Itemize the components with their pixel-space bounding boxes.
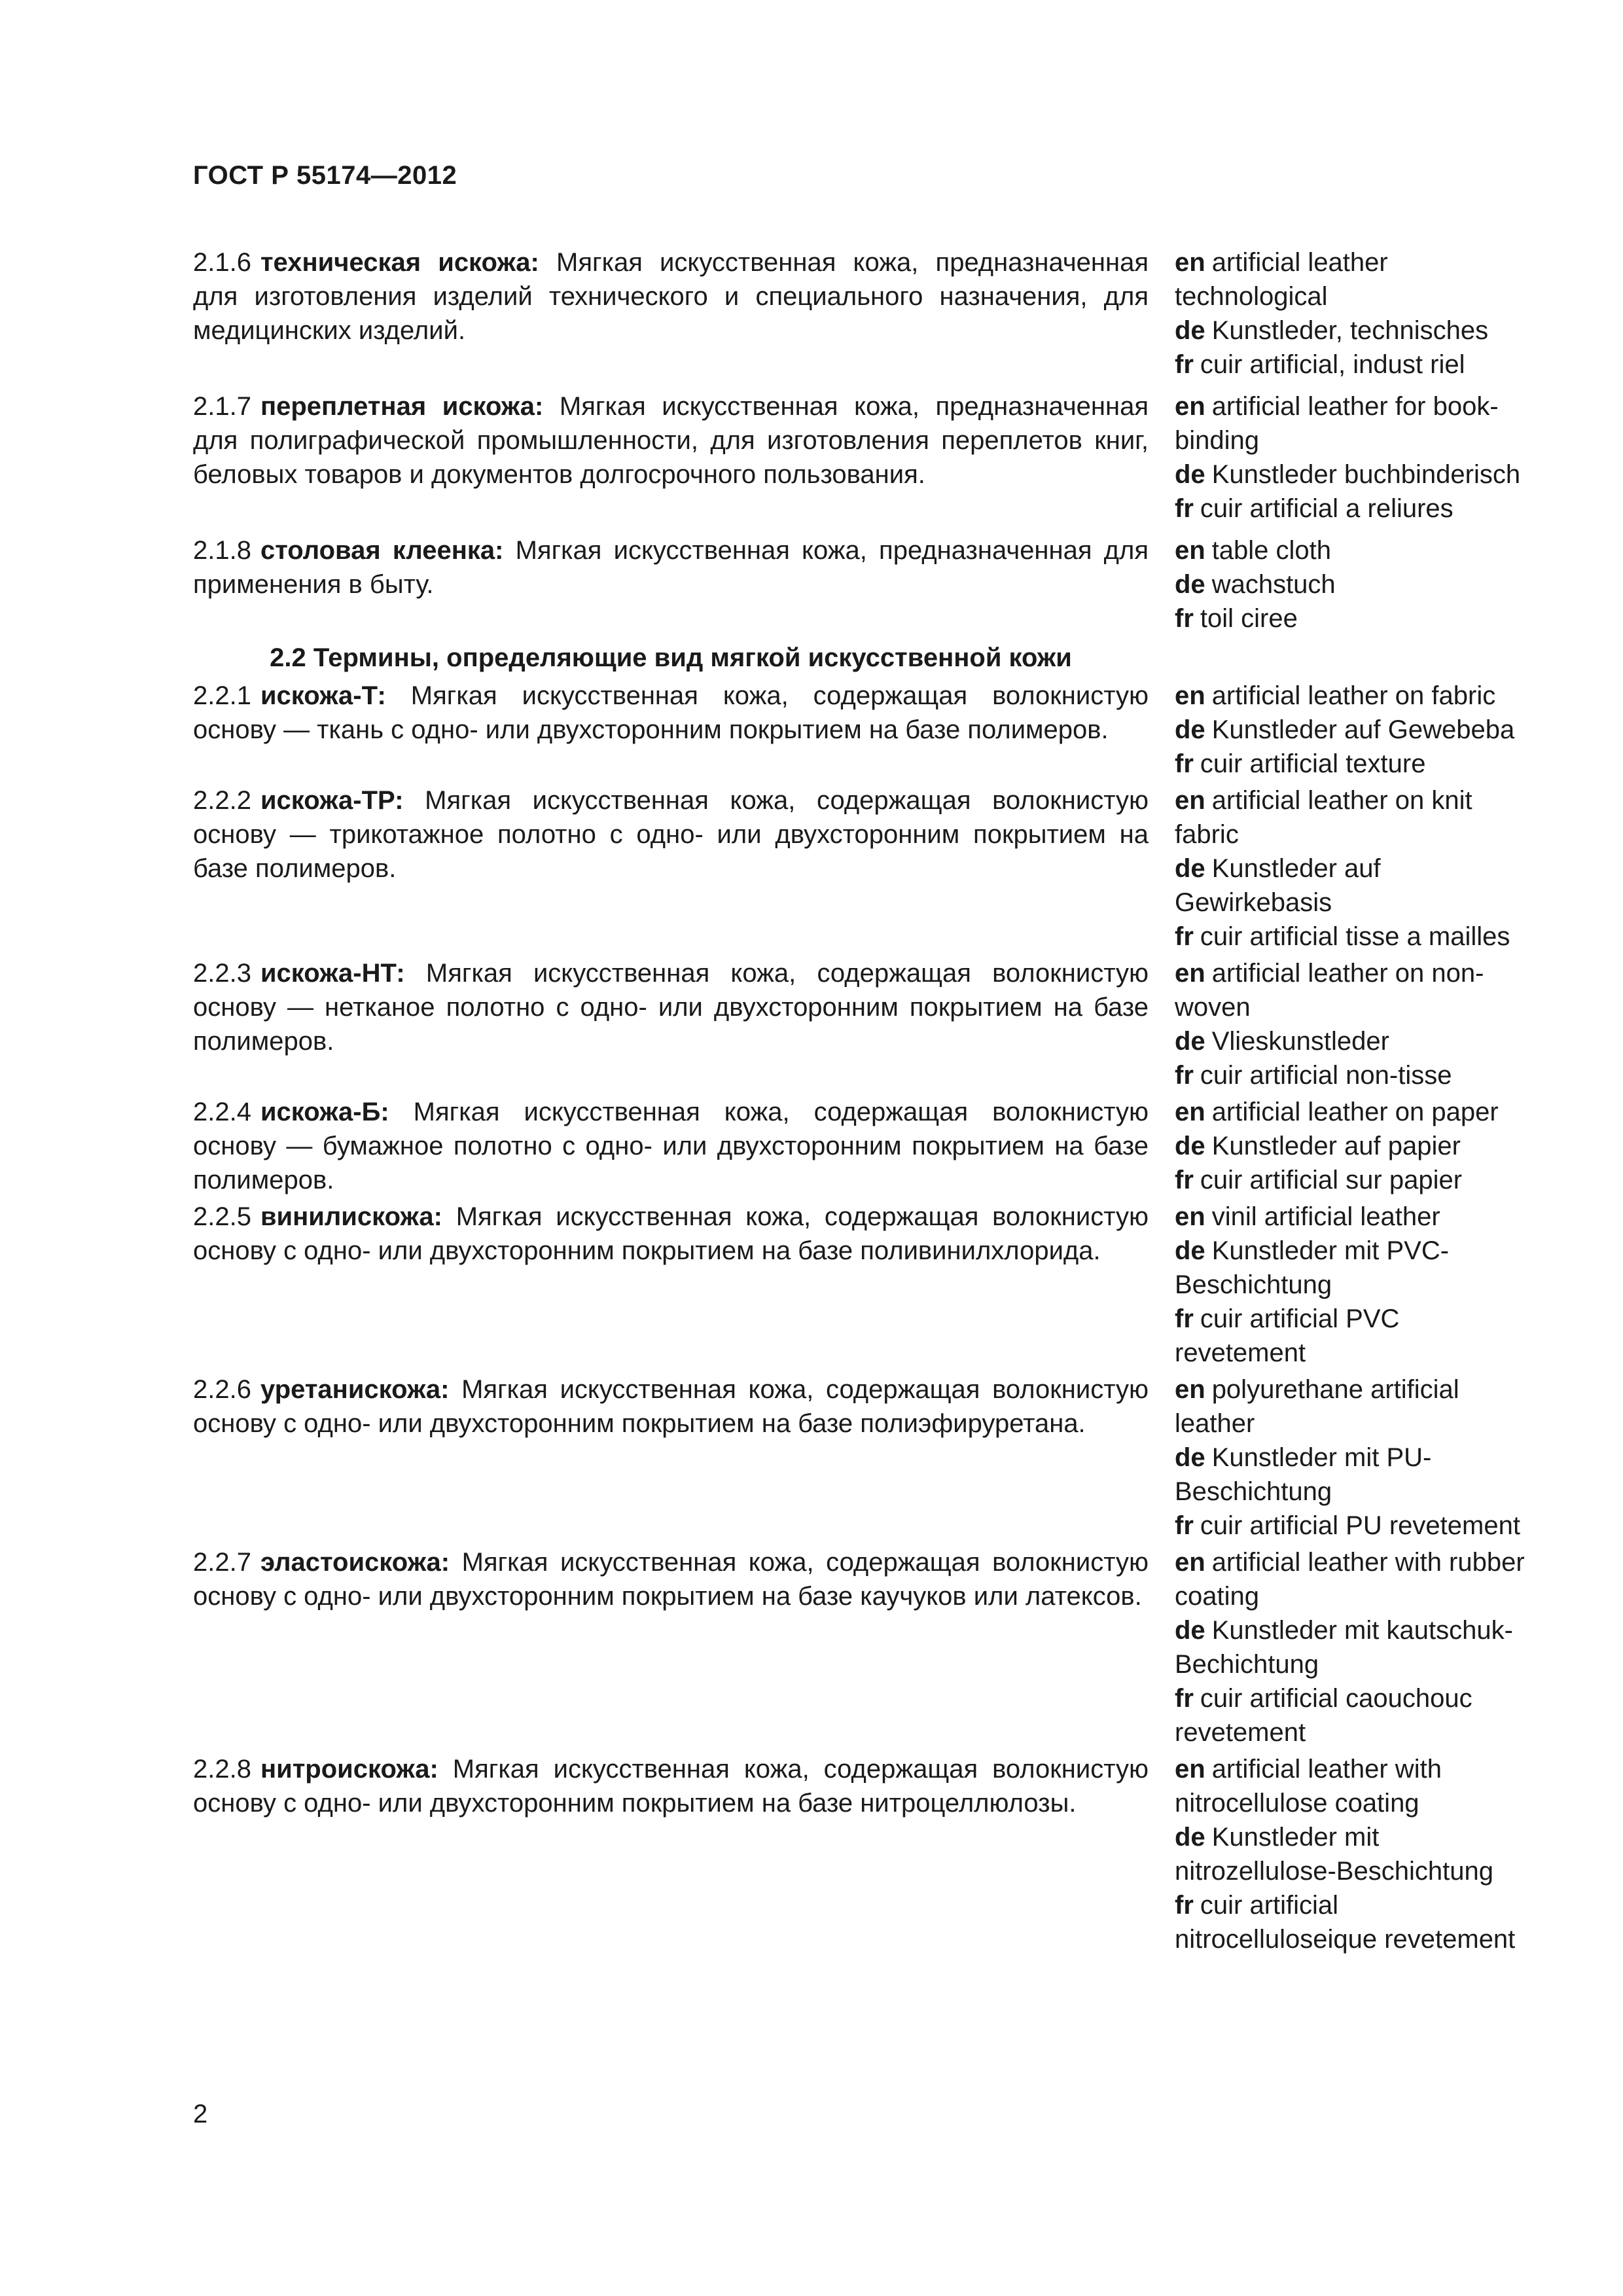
term-definition <box>193 956 1149 1092</box>
term-definition <box>193 1752 1149 1956</box>
equivalent-en: en table cloth <box>1175 536 1332 565</box>
term-name: искожа-ТР: <box>260 786 404 815</box>
term-entry <box>193 245 1528 382</box>
term-name: искожа-Б: <box>260 1098 389 1126</box>
term-entry <box>193 1200 1528 1370</box>
term-entry <box>193 1095 1528 1197</box>
term-number: 2.2.3 <box>193 959 251 988</box>
term-text: Мягкая искусственная кожа, содержащая волокнистую основу — ткань с одно- или двухсторонним покрытием на базе полимеров. <box>193 681 1149 744</box>
term-text: Мягкая искусственная кожа, содержащая волокнистую основу — бумажное полотно с одно- или двухсторонним покрытием на базе полимеров. <box>193 1098 1149 1194</box>
equivalent-en: en artificial leather on non-woven <box>1175 959 1484 1022</box>
foreign-equivalents <box>1175 679 1528 781</box>
term-number: 2.2.5 <box>193 1202 251 1231</box>
term-definition <box>193 1372 1149 1543</box>
term-number: 2.2.2 <box>193 786 251 815</box>
equivalent-en: en artificial leather on fabric <box>1175 681 1496 710</box>
term-entry <box>193 389 1528 526</box>
equivalent-de: de Kunstleder auf Gewirkebasis <box>1175 854 1381 917</box>
equivalent-de: de Kunstleder buchbinderisch <box>1175 460 1521 489</box>
term-entry <box>193 533 1528 636</box>
equivalent-en: en artificial leather technological <box>1175 248 1388 311</box>
page-number: 2 <box>193 2100 208 2128</box>
foreign-equivalents <box>1175 245 1528 382</box>
equivalent-en: en artificial leather for book-binding <box>1175 392 1499 455</box>
term-entry <box>193 956 1528 1092</box>
document-header: ГОСТ Р 55174—2012 <box>193 161 457 190</box>
term-text: Мягкая искусственная кожа, содержащая волокнистую основу с одно- или двухсторонним покрытием на базе нитроцеллюлозы. <box>193 1755 1149 1818</box>
equivalent-fr: fr cuir artificial nitrocelluloseique revetement <box>1175 1891 1516 1954</box>
equivalent-en: en artificial leather on knit fabric <box>1175 786 1472 849</box>
term-definition <box>193 389 1149 526</box>
foreign-equivalents <box>1175 1752 1528 1956</box>
term-text: Мягкая искусственная кожа, содержащая волокнистую основу — трикотажное полотно с одно- или двухсторонним покрытием на базе полимеров. <box>193 786 1149 883</box>
term-name: эластоискожа: <box>260 1548 450 1577</box>
term-name: переплетная искожа: <box>260 392 544 421</box>
equivalent-en: en artificial leather on paper <box>1175 1098 1499 1126</box>
term-definition <box>193 679 1149 781</box>
term-definition <box>193 1545 1149 1749</box>
equivalent-en: en vinil artificial leather <box>1175 1202 1440 1231</box>
term-text: Мягкая искусственная кожа, предназначенная для изготовления изделий технического и специального назначения, для медицинских изделий. <box>193 248 1149 345</box>
foreign-equivalents <box>1175 783 1528 954</box>
term-entry <box>193 1545 1528 1749</box>
equivalent-fr: fr cuir artificial sur papier <box>1175 1166 1463 1194</box>
equivalent-fr: fr cuir artificial, indust riel <box>1175 350 1465 379</box>
equivalent-de: de Kunstleder auf papier <box>1175 1132 1461 1160</box>
term-entry <box>193 679 1528 781</box>
equivalent-de: de Kunstleder, technisches <box>1175 316 1489 345</box>
foreign-equivalents <box>1175 1545 1528 1749</box>
term-entry <box>193 1372 1528 1543</box>
equivalent-de: de Kunstleder mit kautschuk-Bechichtung <box>1175 1616 1513 1679</box>
equivalent-en: en artificial leather with rubber coating <box>1175 1548 1525 1611</box>
term-name: винилискожа: <box>260 1202 442 1231</box>
term-definition <box>193 1200 1149 1370</box>
term-name: искожа-НТ: <box>260 959 405 988</box>
foreign-equivalents <box>1175 1200 1528 1370</box>
term-name: уретанискожа: <box>260 1375 450 1404</box>
term-name: столовая клеенка: <box>260 536 504 565</box>
term-text: Мягкая искусственная кожа, содержащая волокнистую основу с одно- или двухсторонним покрытием на базе поливинилхлорида. <box>193 1202 1149 1265</box>
term-definition <box>193 245 1149 382</box>
term-text: Мягкая искусственная кожа, предназначенная для применения в быту. <box>193 536 1149 599</box>
section-heading: 2.2 Термины, определяющие вид мягкой искусственной кожи <box>270 643 1072 672</box>
equivalent-en: en artificial leather with nitrocellulose coating <box>1175 1755 1442 1818</box>
term-number: 2.2.7 <box>193 1548 251 1577</box>
foreign-equivalents <box>1175 533 1528 636</box>
term-text: Мягкая искусственная кожа, содержащая волокнистую основу с одно- или двухсторонним покрытием на базе полиэфируретана. <box>193 1375 1149 1438</box>
term-number: 2.2.8 <box>193 1755 251 1784</box>
term-text: Мягкая искусственная кожа, содержащая волокнистую основу — нетканое полотно с одно- или двухсторонним покрытием на базе полимеров. <box>193 959 1149 1056</box>
foreign-equivalents <box>1175 1372 1528 1543</box>
term-name: техническая искожа: <box>260 248 539 277</box>
equivalent-de: de wachstuch <box>1175 570 1336 599</box>
equivalent-fr: fr toil ciree <box>1175 604 1298 633</box>
term-text: Мягкая искусственная кожа, содержащая волокнистую основу с одно- или двухсторонним покрытием на базе каучуков или латексов. <box>193 1548 1149 1611</box>
foreign-equivalents <box>1175 1095 1528 1197</box>
equivalent-fr: fr cuir artificial caouchouc revetement <box>1175 1684 1472 1747</box>
equivalent-de: de Kunstleder auf Gewebeba <box>1175 715 1515 744</box>
term-definition <box>193 1095 1149 1197</box>
term-entry <box>193 1752 1528 1956</box>
term-definition <box>193 533 1149 636</box>
term-name: нитроискожа: <box>260 1755 438 1784</box>
term-number: 2.1.7 <box>193 392 251 421</box>
term-number: 2.1.6 <box>193 248 251 277</box>
term-name: искожа-Т: <box>260 681 386 710</box>
equivalent-en: en polyurethane artificial leather <box>1175 1375 1459 1438</box>
term-text: Мягкая искусственная кожа, предназначенная для полиграфической промышленности, для изготовления переплетов книг, беловых товаров и документов долгосрочного пользования. <box>193 392 1149 489</box>
equivalent-fr: fr cuir artificial PVC revetement <box>1175 1304 1400 1367</box>
terms-body <box>193 245 1528 1956</box>
term-number: 2.1.8 <box>193 536 251 565</box>
term-number: 2.2.6 <box>193 1375 251 1404</box>
foreign-equivalents <box>1175 389 1528 526</box>
term-entry <box>193 783 1528 954</box>
equivalent-de: de Kunstleder mit nitrozellulose-Beschichtung <box>1175 1823 1493 1886</box>
term-number: 2.2.1 <box>193 681 251 710</box>
equivalent-fr: fr cuir artificial PU revetement <box>1175 1511 1520 1540</box>
equivalent-fr: fr cuir artificial a reliures <box>1175 494 1454 523</box>
equivalent-de: de Kunstleder mit PVC-Beschichtung <box>1175 1236 1450 1299</box>
equivalent-de: de Kunstleder mit PU-Beschichtung <box>1175 1443 1432 1506</box>
equivalent-fr: fr cuir artificial non-tisse <box>1175 1061 1452 1090</box>
equivalent-fr: fr cuir artificial texture <box>1175 749 1426 778</box>
equivalent-fr: fr cuir artificial tisse a mailles <box>1175 922 1510 951</box>
term-definition <box>193 783 1149 954</box>
equivalent-de: de Vlieskunstleder <box>1175 1027 1389 1056</box>
foreign-equivalents <box>1175 956 1528 1092</box>
term-number: 2.2.4 <box>193 1098 251 1126</box>
